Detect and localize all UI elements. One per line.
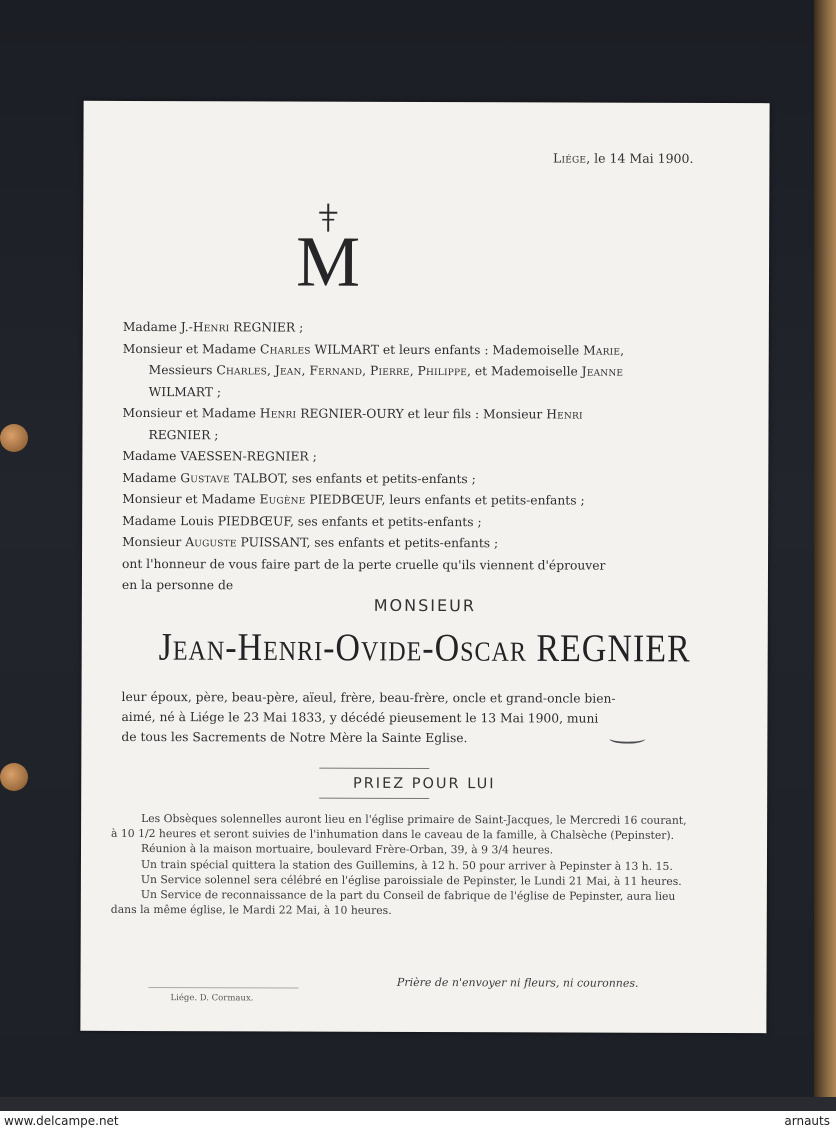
family-line [122,446,734,470]
text-run: Madame [122,470,181,485]
text-run: Eugène [259,492,306,507]
family-line [123,360,735,384]
text-run: Monsieur et Madame [122,341,261,356]
funeral-paragraph: Un Service de reconnaissance de la part du Conseil de fabrique de l'église de Pepinster, aura lieu dans la même église, le Mardi 22 Mai, à 10 heures. [110,888,676,918]
printer-mark: Liége. D. Cormaux. [170,993,254,1004]
family-line [122,532,734,556]
text-run: PIEDBŒUF, leurs enfants et petits-enfants ; [305,492,585,508]
table-bottom [0,1097,836,1111]
text-run: Philippe [417,363,468,379]
text-run: Messieurs [148,363,217,378]
bio-line-2: aimé, né à Liége le 23 Mai 1833, y décédé pieusement le 13 Mai 1900, muni [121,709,599,726]
text-run: REGNIER ; [148,427,219,442]
cross-monogram-icon [283,202,373,294]
funeral-paragraph: Un train spécial quittera la station des Guillemins, à 12 h. 50 pour arriver à Pepinster à 13 h. 15. [140,857,673,873]
footer-seller: arnauts [784,1114,830,1128]
deceased-given-names: Jean-Henri-Ovide-Oscar [158,626,527,671]
monogram-letter: M [295,221,361,294]
funeral-paragraph: Réunion à la maison mortuaire, boulevard Frère-Orban, 39, à 9 3/4 heures. [140,842,554,857]
mourning-card [80,101,769,1033]
text-run: , [620,343,625,358]
text-run: Madame Louis PIEDBŒUF, ses enfants et petits-enfants ; [122,513,482,529]
salutation: MONSIEUR [373,595,476,616]
text-run: Monsieur et Madame [122,491,260,507]
family-line [122,489,734,513]
family-line [123,381,735,405]
text-run: Jean [274,363,302,378]
text-run: Madame VAESSEN-REGNIER ; [122,448,317,464]
date-line [553,150,693,165]
binder-hole-top [0,424,28,452]
text-run: , [362,363,371,378]
bio-line-1: leur époux, père, beau-père, aïeul, frère, beau-frère, oncle et grand-oncle bien- [121,689,616,706]
text-run: Charles [259,341,311,357]
watermark-footer [0,1111,836,1131]
text-run: Auguste [185,535,237,550]
family-list [122,317,735,599]
text-run: WILMART ; [148,384,222,399]
text-run: Henri [259,406,297,421]
text-run: , [267,363,275,378]
funeral-details [111,811,691,919]
family-line [122,403,734,427]
text-run: , et Mademoiselle [467,364,582,379]
text-run: Gustave [180,470,230,485]
printer-rule [149,987,299,989]
prayer-heading: PRIEZ POUR LUI [352,775,496,793]
text-run: Charles [216,363,268,378]
footer-site: www.delcampe.net [4,1114,119,1128]
text-run: Monsieur [122,534,186,550]
text-run: , [301,363,310,378]
handwritten-underline [609,734,645,744]
text-run: Fernand [309,363,363,378]
table-edge [814,0,836,1111]
text-run: , [409,363,418,378]
deceased-name [82,626,768,672]
bio-line-3: de tous les Sacrements de Notre Mère la Sainte Eglise. [121,729,468,746]
date-text: , le 14 Mai 1900. [586,150,694,166]
text-run: Henri [192,320,230,335]
text-run: Monsieur et Madame [122,405,260,421]
text-run: REGNIER ; [229,320,304,335]
family-line [122,510,734,534]
binder-hole-bottom [0,763,28,791]
date-place: Liége [553,150,587,166]
text-run: REGNIER-OURY et leur fils : Monsieur [296,406,547,422]
text-run: Marie [583,343,621,358]
family-line [123,317,735,341]
divider-bottom [319,798,429,799]
family-line [122,467,734,491]
text-run: Madame J.- [122,319,193,335]
text-run: ont l'honneur de vous faire part de la perte cruelle qu'ils viennent d'éprouver [121,556,606,573]
family-line [122,424,734,448]
funeral-paragraph: Les Obsèques solennelles auront lieu en l'église primaire de Saint-Jacques, le Mercredi 16 courant, à 10 1/2 heures et seront suivies de l'inhumation dans le caveau de la famille, à Chalsèche (Pepinster). [111,812,687,843]
funeral-paragraph: Un Service solennel sera célébré en l'église paroissiale de Pepinster, le Lundi 21 Mai, à 11 heures. [140,872,682,888]
text-run: Pierre [369,363,410,378]
text-run: PUISSANT, ses enfants et petits-enfants ; [236,535,499,551]
text-run: Jeanne [581,364,624,379]
deceased-surname: REGNIER [536,627,691,671]
text-run: WILMART et leurs enfants : Mademoiselle [310,342,584,358]
family-line [122,553,734,577]
text-run: Henri [546,407,583,422]
divider-top [319,768,429,769]
text-run: en la personne de [121,577,234,593]
closing-request: Prière de n'envoyer ni fleurs, ni couronnes. [396,975,639,990]
text-run: TALBOT, ses enfants et petits-enfants ; [229,470,476,486]
family-line [123,338,735,362]
